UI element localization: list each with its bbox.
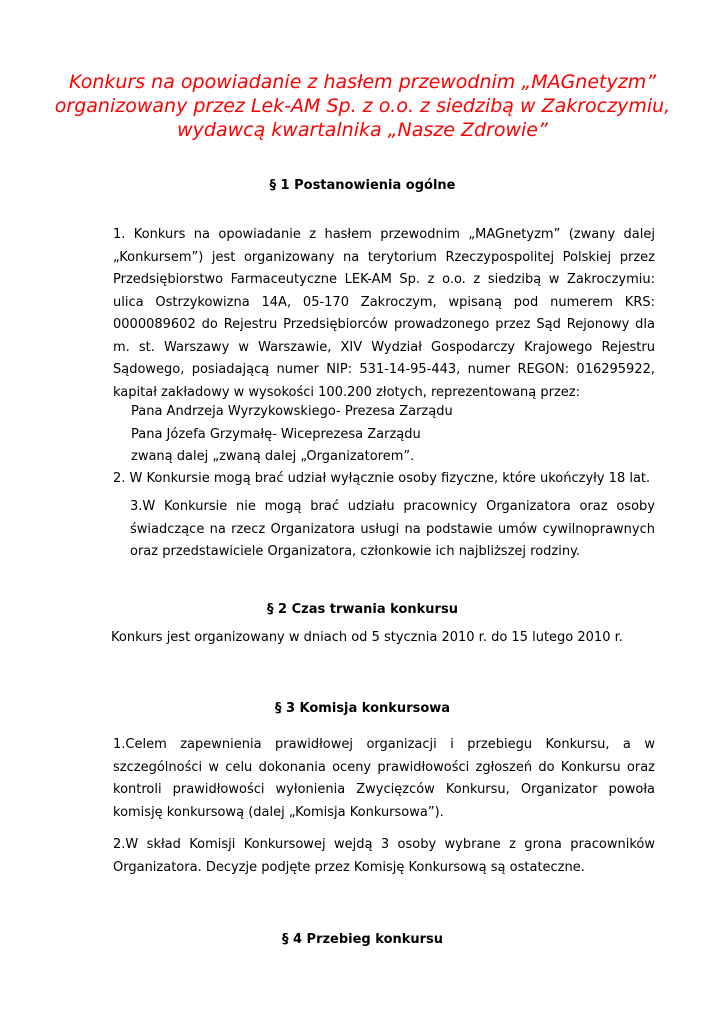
organizer-alias: zwaną dalej „zwaną dalej „Organizatorem”.	[131, 449, 415, 464]
representative-1: Pana Andrzeja Wyrzykowskiego- Prezesa Zarządu	[131, 404, 453, 419]
representative-2: Pana Józefa Grzymałę- Wiceprezesa Zarządu	[131, 427, 421, 442]
section-1-heading: § 1 Postanowienia ogólne	[269, 178, 456, 193]
section-1-item-1	[113, 224, 655, 404]
section-1-item-3: 3.W Konkursie nie mogą brać udziału pracownicy Organizatora oraz osoby świadczące na rzecz Organizatora usługi na podstawie umów cywilnoprawnych oraz przedstawiciele Organizatora, członkowie ich najbliższej rodziny.	[130, 499, 655, 559]
title-line-3: wydawcą kwartalnika „Nasze Zdrowie”	[177, 119, 548, 141]
section-4-heading: § 4 Przebieg konkursu	[281, 932, 444, 947]
section-3-heading: § 3 Komisja konkursowa	[274, 701, 451, 716]
section-3-item-2: 2.W skład Komisji Konkursowej wejdą 3 osoby wybrane z grona pracowników Organizatora. Decyzje podjęte przez Komisję Konkursową są ostateczne.	[113, 837, 655, 875]
section-2-heading: § 2 Czas trwania konkursu	[267, 602, 458, 617]
section-2-text: Konkurs jest organizowany w dniach od 5 stycznia 2010 r. do 15 lutego 2010 r.	[111, 630, 623, 645]
title-line-2: organizowany przez Lek-AM Sp. z o.o. z siedzibą w Zakroczymiu,	[54, 95, 671, 117]
title-line-1: Konkurs na opowiadanie z hasłem przewodnim „MAGnetyzm”	[68, 71, 657, 93]
section-1-item-2: 2. W Konkursie mogą brać udział wyłącznie osoby fizyczne, które ukończyły 18 lat.	[113, 471, 651, 486]
section-3-item-1: 1.Celem zapewnienia prawidłowej organizacji i przebiegu Konkursu, a w szczególności w celu dokonania oceny prawidłowości zgłoszeń do Konkursu oraz kontroli prawidłowości wyłonienia Zwycięzców Konkursu, Organizator powoła komisję konkursową (dalej „Komisja Konkursowa”).	[113, 737, 655, 820]
section-1-item-1-text: 1. Konkurs na opowiadanie z hasłem przewodnim „MAGnetyzm” (zwany dalej „Konkursem”) jest organizowany na terytorium Rzeczypospolitej Polskiej przez Przedsiębiorstwo Farmaceutyczne LEK-AM Sp. z o.o. z siedzibą w Zakroczymiu: ulica Ostrzykowizna 14A, 05-170 Zakroczym, wpisaną pod numerem KRS: 0000089602 do Rejestru Przedsiębiorców prowadzonego przez Sąd Rejonowy dla m. st. Warszawy w Warszawie, XIV Wydział Gospodarczy Krajowego Rejestru Sądowego, posiadającą numer NIP: 531-14-95-443, numer REGON: 016295922, kapitał zakładowy w wysokości 100.200 złotych, reprezentowaną przez:	[113, 227, 655, 400]
document-title	[40, 70, 685, 142]
